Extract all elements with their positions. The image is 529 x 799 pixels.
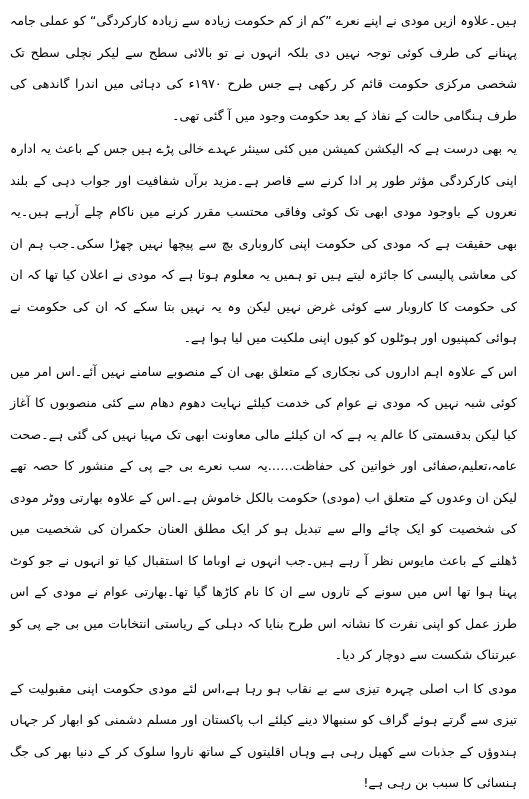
article-paragraph-2: یہ بھی درست ہے کہ الیکشن کمیشن میں کئی سینئر عہدے خالی پڑے ہیں جس کے باعث یہ ادارہ اپنی کارکردگی مؤثر طور پر ادا کرنے سے قاصر ہے۔مزید برآں شفافیت اور جواب دہی کے بلند نعروں کے باوجود مودی ابھی تک کوئی وفاقی محتسب مقرر کرنے میں ناکام چلے آرہے ہیں۔یہ بھی حقیقت ہے کہ مودی کی حکومت اپنی کاروباری بچ سے پیچھا نہیں چھڑا سکی۔جب ہم ان کی معاشی پالیسی کا جائزہ لیتے ہیں تو ہمیں یہ معلوم ہوتا ہے کہ مودی نے اعلان کیا تھا کہ ان کی حکومت کا کاروبار سے کوئی غرض نہیں لیکن وہ یہ نہیں بتا سکے کہ ان کی حکومت نے ہوائی کمپنیوں اور ہوٹلوں کو کیوں اپنی ملکیت میں لیا ہوا ہے۔ xyxy=(10,141,517,345)
article-paragraph-1: ہیں۔علاوہ ازیں مودی نے اپنے نعرے ”کم از کم حکومت زیادہ سے زیادہ کارکردگی“ کو عملی جامہ پہنانے کی طرف کوئی توجہ نہیں دی بلکہ انہوں نے تو بالائی سطح سے لیکر نچلی سطح تک شخصی مرکزی حکومت قائم کر رکھی ہے جس طرح ۱۹۷۰ء کی دہائی میں اندرا گاندھی کی طرف ہنگامی حالت کے نفاذ کے بعد حکومت وجود میں آ گئی تھی۔ xyxy=(10,13,517,123)
article-paragraph-4: مودی کا اب اصلی چہرہ تیزی سے بے نقاب ہو رہا ہے،اس لئے مودی حکومت اپنی مقبولیت کے تیزی سے گرتے ہوئے گراف کو سنبھالا دینے کیلئے اب پاکستان اور مسلم دشمنی کو ابھار کر جہاں ہندوؤں کے جذبات سے کھیل رہی ہے وہاں اقلیتوں کے ساتھ ناروا سلوک کر کے دنیا بھر کی جگ ہنسائی کا سبب بن رہی ہے! xyxy=(10,680,517,790)
article-paragraph-3: اس کے علاوہ اہم اداروں کی نجکاری کے متعلق بھی ان کے منصوبے سامنے نہیں آئے۔اس امر میں کوئی شبہ نہیں کہ مودی نے عوام کی خدمت کیلئے نہایت دھوم دھام سے کئی منصوبوں کا آغاز کیا لیکن بدقسمتی کا عالم یہ ہے کہ ان کیلئے مالی معاونت ابھی تک مہیا نہیں کی گئی ہے۔صحت عامہ،تعلیم،صفائی اور خواتین کی حفاظت……یہ سب نعرے بی جے پی کے منشور کا حصہ تھے لیکن ان وعدوں کے متعلق اب (مودی) حکومت بالکل خاموش ہے۔اس کے علاوہ بھارتی ووٹر مودی کی شخصیت کو ایک چائے والے سے تبدیل ہو کر ایک مطلق العنان حکمران کی شخصیت میں ڈھلنے کے باعث مایوس نظر آ رہے ہیں۔جب انہوں نے اوباما کا استقبال کیا تو انہوں نے جو کوٹ پہنا ہوا تھا اس میں سونے کے تاروں سے ان کا نام کاڑھا گیا تھا۔بھارتی عوام نے مودی کے اس طرز عمل کو اپنی نفرت کا نشانہ اس طرح بنایا کہ دہلی کے ریاستی انتخابات میں بی جے پی کو عبرتناک شکست سے دوچار کر دیا۔ xyxy=(10,363,517,662)
